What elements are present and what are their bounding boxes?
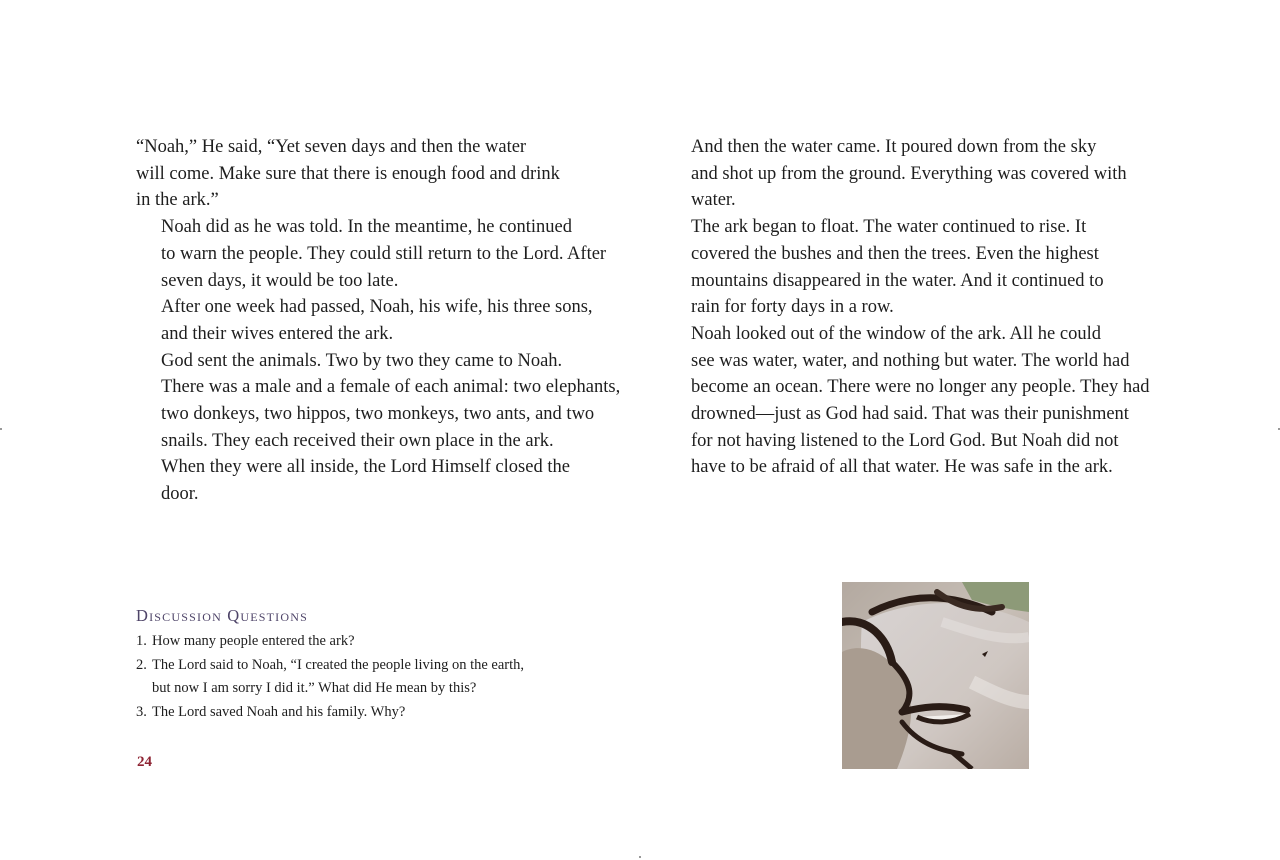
text-line: When they were all inside, the Lord Himself closed the	[161, 457, 570, 478]
question-number: 2.	[136, 656, 147, 673]
animal-illustration	[842, 582, 1029, 769]
text-line: to warn the people. They could still return to the Lord. After	[161, 243, 607, 264]
text-line: become an ocean. There were no longer any people. They had	[691, 377, 1150, 398]
paragraph	[666, 321, 1176, 481]
text-line: After one week had passed, Noah, his wife, his three sons,	[161, 297, 593, 318]
paragraph	[136, 214, 646, 294]
text-line: Noah looked out of the window of the ark. All he could	[691, 323, 1101, 344]
question-number: 3.	[136, 703, 147, 720]
discussion-title: Discussion Questions	[136, 606, 308, 625]
question-text: The Lord saved Noah and his family. Why?	[152, 703, 406, 720]
question-text: but now I am sorry I did it.” What did He mean by this?	[152, 680, 477, 696]
page-number: 24	[137, 754, 152, 770]
text-line: two donkeys, two hippos, two monkeys, two ants, and two	[161, 404, 595, 425]
crop-mark	[0, 428, 2, 430]
question-list	[136, 630, 656, 724]
text-line: have to be afraid of all that water. He was safe in the ark.	[691, 457, 1113, 478]
paragraph	[136, 454, 646, 507]
text-line: rain for forty days in a row.	[691, 297, 894, 318]
paragraph	[136, 294, 646, 347]
question-number: 1.	[136, 633, 147, 649]
illustration-artwork	[842, 582, 1029, 769]
paragraph	[666, 134, 1176, 214]
text-line: “Noah,” He said, “Yet seven days and then the water	[136, 137, 527, 157]
left-text-column	[136, 134, 646, 508]
paragraph	[136, 134, 646, 214]
text-line: The ark began to float. The water continued to rise. It	[691, 217, 1087, 238]
question-item	[136, 701, 656, 725]
text-line: There was a male and a female of each animal: two elephants,	[161, 377, 621, 398]
crop-mark	[639, 856, 641, 858]
text-line: door.	[161, 484, 199, 505]
text-line: drowned—just as God had said. That was their punishment	[691, 404, 1129, 425]
text-line: seven days, it would be too late.	[161, 270, 399, 291]
paragraph	[136, 348, 646, 455]
question-text: The Lord said to Noah, “I created the people living on the earth,	[152, 656, 525, 673]
text-line: see was water, water, and nothing but water. The world had	[691, 350, 1130, 371]
right-text-column	[666, 134, 1176, 481]
text-line: for not having listened to the Lord God. But Noah did not	[691, 430, 1119, 451]
text-line: covered the bushes and then the trees. Even the highest	[691, 243, 1099, 264]
text-line: And then the water came. It poured down from the sky	[691, 137, 1097, 157]
text-line: and their wives entered the ark.	[161, 323, 394, 344]
text-line: snails. They each received their own place in the ark.	[161, 430, 554, 451]
text-line: will come. Make sure that there is enough food and drink	[136, 163, 560, 184]
question-text: How many people entered the ark?	[152, 633, 355, 649]
text-line: mountains disappeared in the water. And it continued to	[691, 270, 1104, 291]
paragraph	[666, 214, 1176, 321]
text-line: water.	[691, 190, 736, 211]
question-item	[136, 654, 656, 701]
question-item	[136, 630, 656, 654]
text-line: and shot up from the ground. Everything was covered with	[691, 163, 1127, 184]
discussion-questions	[136, 604, 656, 724]
text-line: in the ark.”	[136, 190, 219, 211]
text-line: God sent the animals. Two by two they came to Noah.	[161, 350, 563, 371]
text-line: Noah did as he was told. In the meantime, he continued	[161, 217, 573, 238]
